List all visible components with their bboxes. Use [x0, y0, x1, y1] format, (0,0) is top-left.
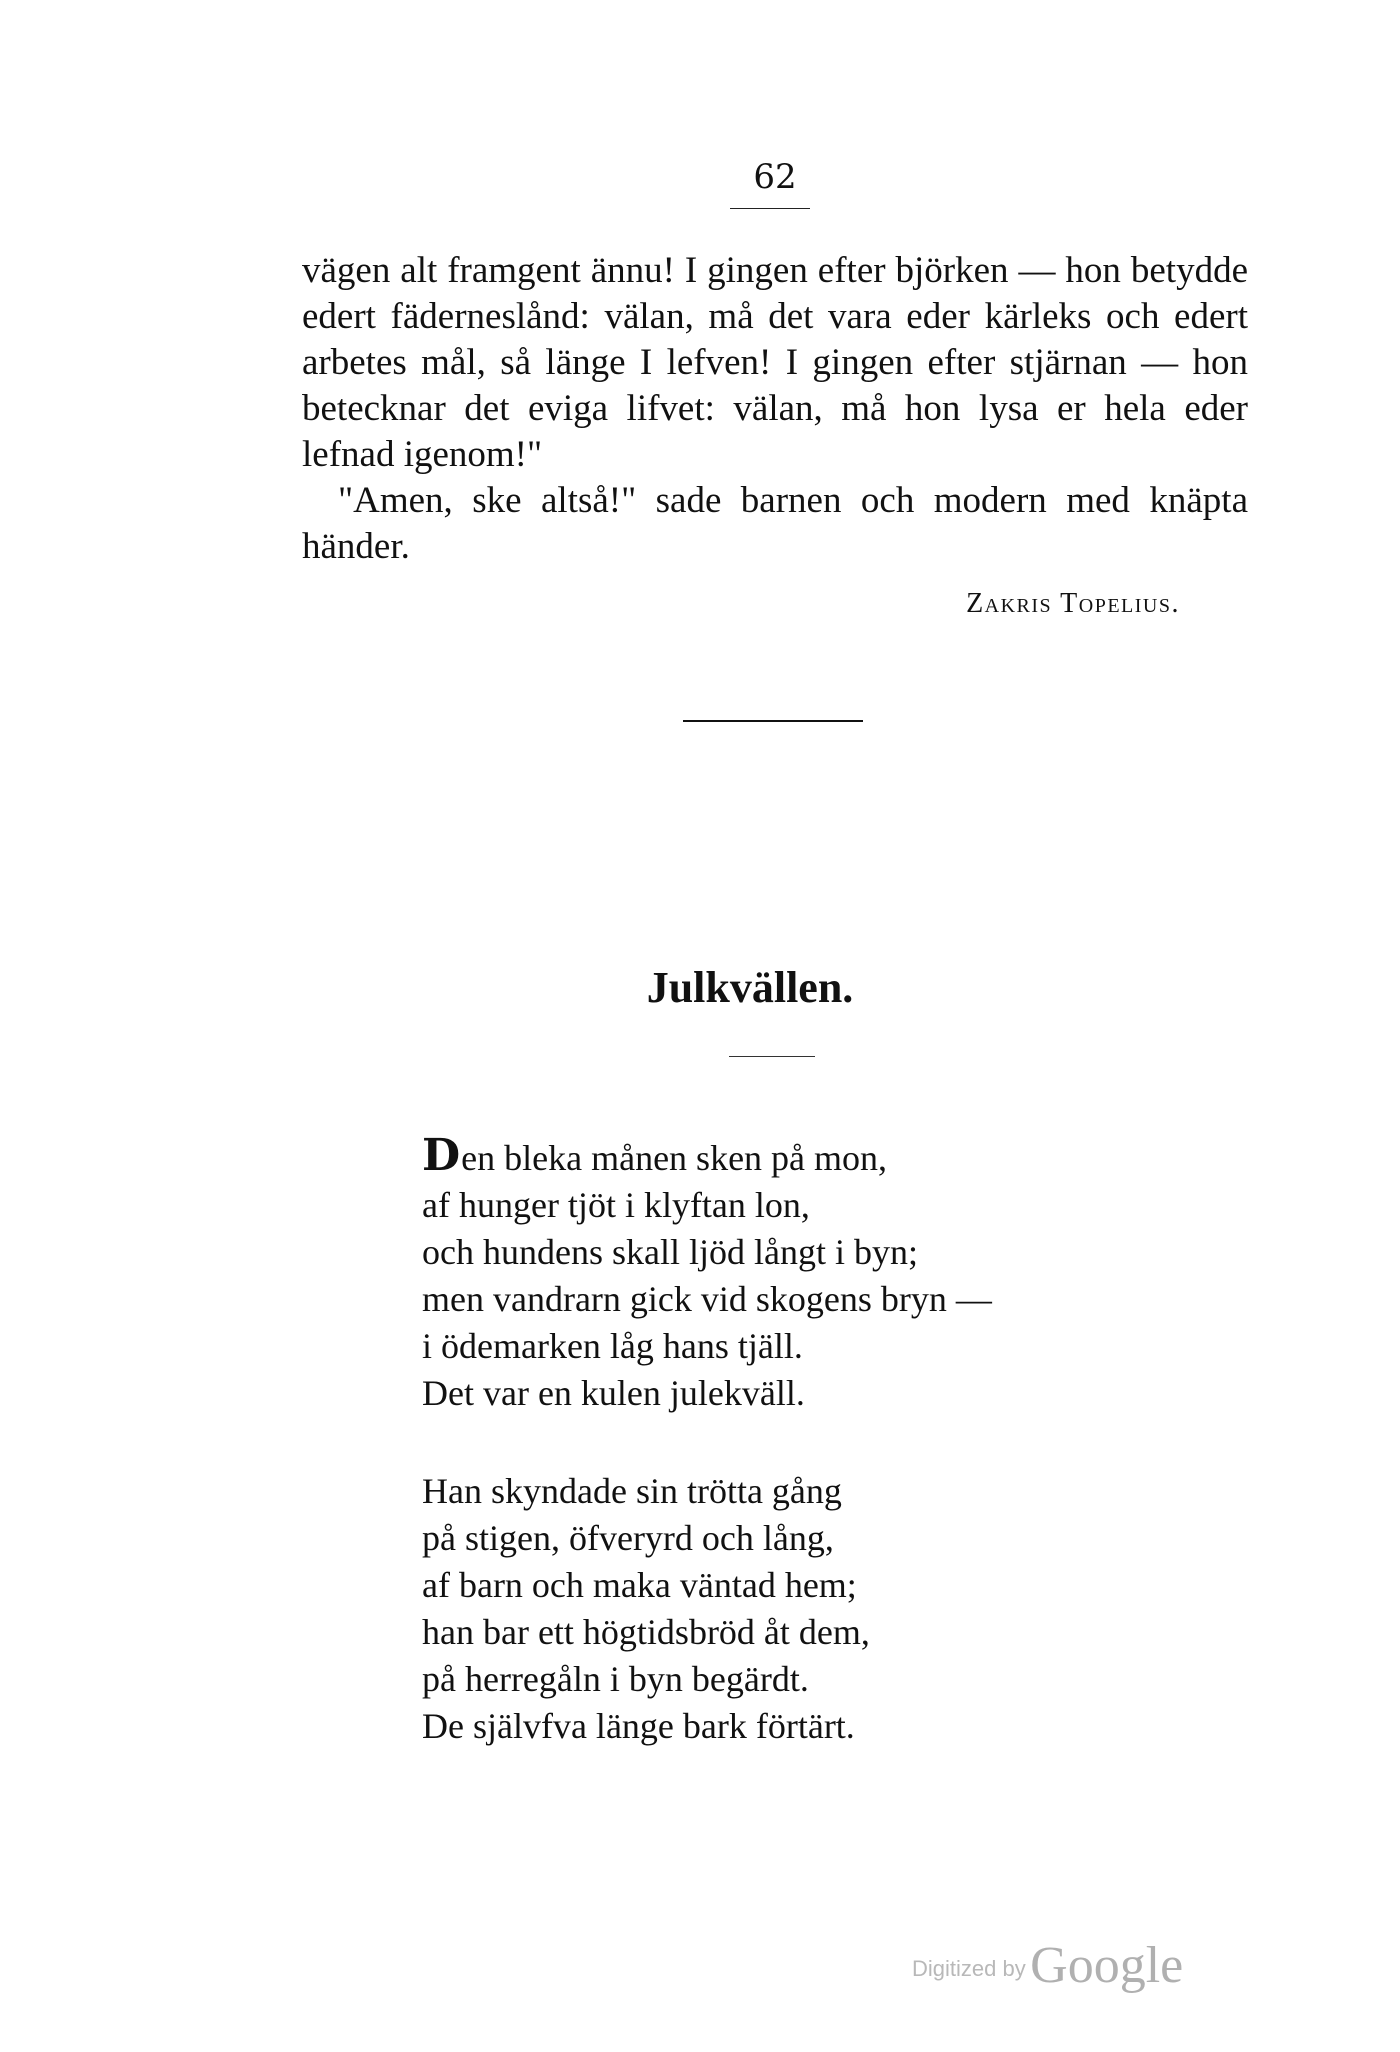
verse-line: i ödemarken låg hans tjäll.: [422, 1326, 803, 1366]
page-number: 62: [753, 157, 797, 197]
prose-paragraph: vägen alt framgent ännu! I gingen efter björken — hon betydde edert fäderneslånd: välan, må det vara eder kärleks och edert arbetes mål, så länge I lefven! I gingen efter stjärnan — hon betecknar det eviga lifvet: välan, må hon lysa er hela eder lefnad igenom!": [302, 250, 1248, 475]
page-number-underline: [730, 208, 810, 209]
prose-paragraph-quote: "Amen, ske altså!" sade barnen och modern med knäpta händer.: [302, 480, 1248, 567]
verse-line: på stigen, öfveryrd och lång,: [422, 1518, 834, 1558]
verse-line: [422, 1132, 992, 1182]
verse-line: och hundens skall ljöd långt i byn;: [422, 1232, 918, 1272]
poem-stanza: [422, 1468, 870, 1750]
verse-line: De självfva länge bark förtärt.: [422, 1706, 855, 1746]
verse-line: han bar ett högtidsbröd åt dem,: [422, 1612, 870, 1652]
section-divider: [683, 720, 863, 722]
watermark-prefix: Digitized by: [912, 1956, 1026, 1981]
poem-stanza: [422, 1132, 992, 1417]
prose-block: [302, 248, 1248, 570]
digitization-watermark: [912, 1936, 1183, 1995]
verse-line: men vandrarn gick vid skogens bryn —: [422, 1279, 992, 1319]
verse-line-text: en bleka månen sken på mon,: [461, 1138, 888, 1178]
verse-line: Han skyndade sin trötta gång: [422, 1471, 842, 1511]
decorated-initial: D: [422, 1130, 462, 1181]
verse-line: på herregåln i byn begärdt.: [422, 1659, 809, 1699]
verse-line: Det var en kulen julekväll.: [422, 1373, 805, 1413]
watermark-brand: Google: [1030, 1937, 1184, 1994]
author-signature: Zakris Topelius.: [966, 588, 1180, 619]
verse-line: af hunger tjöt i klyftan lon,: [422, 1185, 810, 1225]
title-underline: [729, 1056, 815, 1057]
poem-title: Julkvällen.: [646, 963, 854, 1012]
verse-line: af barn och maka väntad hem;: [422, 1565, 857, 1605]
